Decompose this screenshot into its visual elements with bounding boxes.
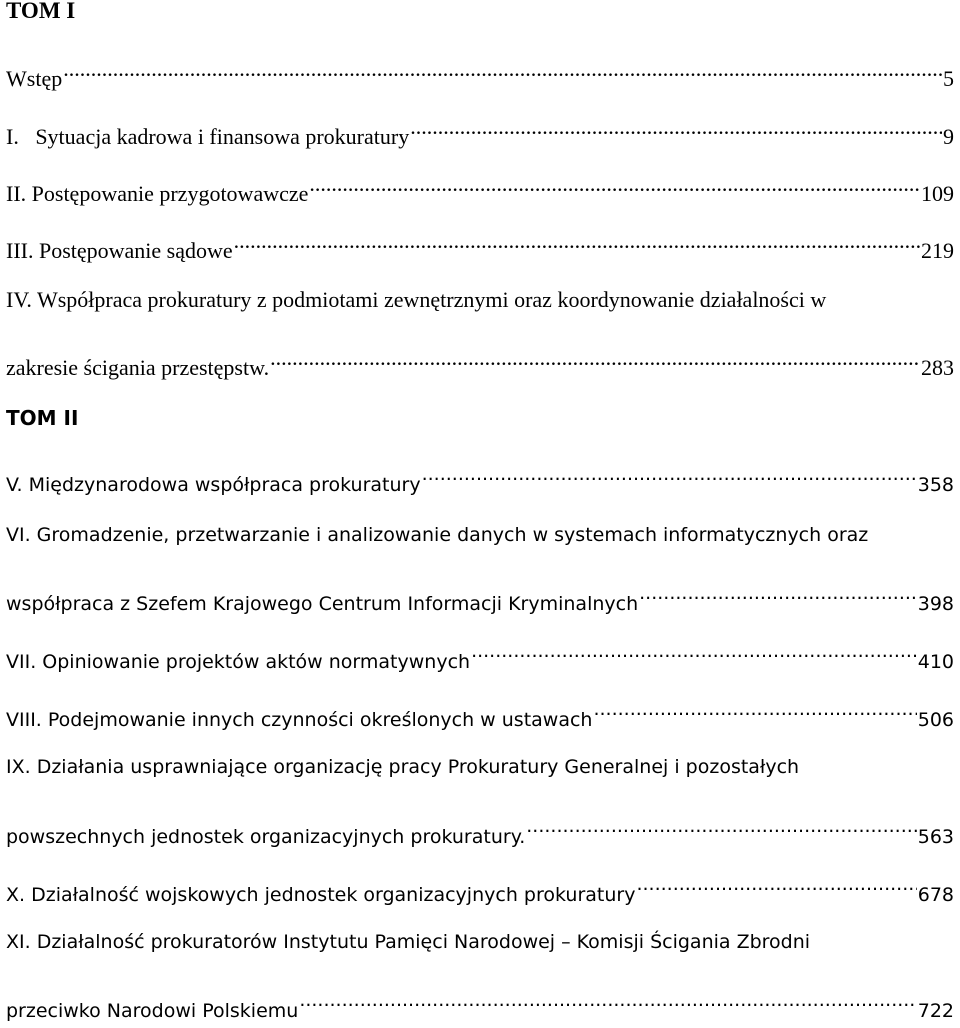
toc-entry-text: I. Sytuacja kadrowa i finansowa prokuratury <box>6 124 410 149</box>
toc-entry-chapter-9-line2[interactable] <box>6 809 954 848</box>
toc-entry-page: 109 <box>921 181 954 206</box>
toc-entry-text: przeciwko Narodowi Polskiemu <box>6 1000 299 1022</box>
toc-entry-chapter-6-line1[interactable] <box>6 518 954 552</box>
toc-entry-chapter-4-line2[interactable] <box>6 341 954 380</box>
toc-entry-chapter-6-line2[interactable] <box>6 576 954 615</box>
dot-leader <box>526 809 916 843</box>
toc-entry-chapter-3[interactable] <box>6 224 954 263</box>
toc-entry-page: 283 <box>921 355 954 380</box>
toc-entry-page: 358 <box>917 474 954 496</box>
toc-entry-page: 398 <box>917 593 954 615</box>
dot-leader <box>299 983 916 1017</box>
toc-entry-chapter-2[interactable] <box>6 167 954 206</box>
toc-entry-text: II. Postępowanie przygotowawcze <box>6 181 309 206</box>
toc-entry-page: 678 <box>917 884 954 906</box>
dot-leader <box>410 110 942 144</box>
toc-entry-text: współpraca z Szefem Krajowego Centrum Informacji Kryminalnych <box>6 593 639 615</box>
toc-entry-page: 410 <box>917 651 954 673</box>
toc-entry-page: 5 <box>943 66 954 91</box>
toc-entry-page: 506 <box>917 709 954 731</box>
toc-entry-text: VIII. Podejmowanie innych czynności określonych w ustawach <box>6 709 593 731</box>
toc-entry-text: VI. Gromadzenie, przetwarzanie i analizowanie danych w systemach informatycznych oraz <box>6 524 869 546</box>
toc-entry-page: 722 <box>917 1000 954 1022</box>
toc-entry-chapter-8[interactable] <box>6 692 954 731</box>
toc-entry-text: IV. Współpraca prokuratury z podmiotami zewnętrznymi oraz koordynowanie działalności w <box>6 287 827 312</box>
dot-leader <box>309 167 920 201</box>
dot-leader <box>422 457 917 491</box>
dot-leader <box>593 692 916 726</box>
tom2-heading <box>6 401 954 435</box>
toc-entry-wstep[interactable] <box>6 52 954 91</box>
dot-leader <box>639 576 917 610</box>
dot-leader <box>63 52 942 86</box>
tom1-heading-text: TOM I <box>6 0 76 23</box>
toc-entry-text: IX. Działania usprawniające organizację pracy Prokuratury Generalnej i pozostałych <box>6 756 800 778</box>
toc-entry-chapter-4-line1[interactable] <box>6 283 954 317</box>
toc-entry-chapter-1[interactable] <box>6 110 954 149</box>
toc-entry-chapter-5[interactable] <box>6 457 954 496</box>
toc-entry-page: 563 <box>917 826 954 848</box>
toc-entry-chapter-10[interactable] <box>6 867 954 906</box>
toc-entry-text: III. Postępowanie sądowe <box>6 238 233 263</box>
toc-entry-text: zakresie ścigania przestępstw. <box>6 355 270 380</box>
toc-entry-text: powszechnych jednostek organizacyjnych prokuratury. <box>6 826 526 848</box>
toc-entry-text: V. Międzynarodowa współpraca prokuratury <box>6 474 421 496</box>
toc-entry-chapter-11-line2[interactable] <box>6 983 954 1022</box>
toc-entry-text: X. Działalność wojskowych jednostek organizacyjnych prokuratury <box>6 884 636 906</box>
toc-entry-page: 219 <box>921 238 954 263</box>
tom2-heading-text: TOM II <box>6 406 79 430</box>
toc-entry-text: VII. Opiniowanie projektów aktów normatywnych <box>6 651 471 673</box>
tom1-heading <box>6 0 954 28</box>
dot-leader <box>270 341 920 375</box>
toc-entry-chapter-7[interactable] <box>6 634 954 673</box>
toc-entry-chapter-9-line1[interactable] <box>6 750 954 784</box>
toc-entry-text: XI. Działalność prokuratorów Instytutu Pamięci Narodowej – Komisji Ścigania Zbrodni <box>6 931 811 953</box>
toc-entry-text: Wstęp <box>6 66 63 91</box>
dot-leader <box>471 634 917 668</box>
dot-leader <box>234 224 920 258</box>
toc-entry-page: 9 <box>943 124 954 149</box>
dot-leader <box>636 867 916 901</box>
toc-entry-chapter-11-line1[interactable] <box>6 925 954 959</box>
